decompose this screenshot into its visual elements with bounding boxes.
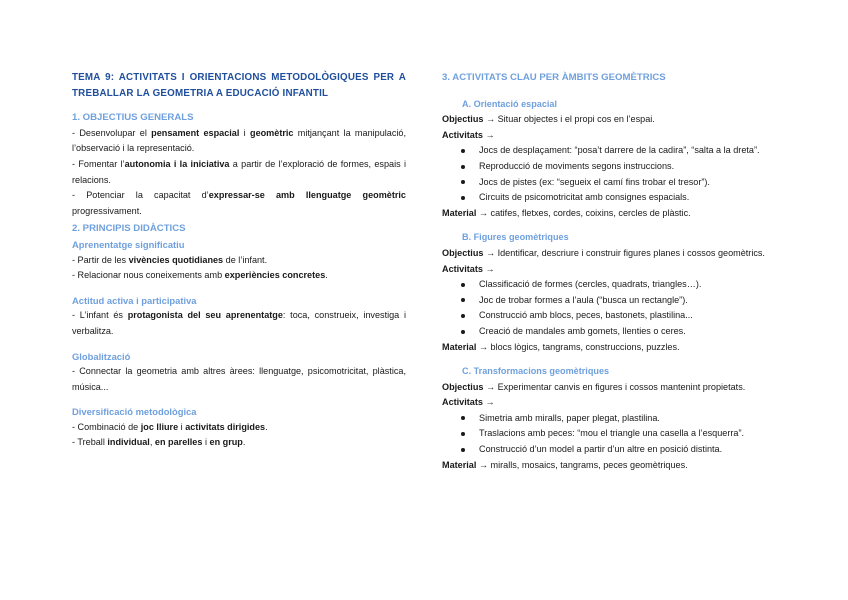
list-item: Creació de mandales amb gomets, llenties o ceres.: [442, 324, 776, 340]
list-item: Simetria amb miralls, paper plegat, plastilina.: [442, 411, 776, 427]
principi-aprenentatge-1: - Partir de les vivències quotidianes de l’infant.: [72, 254, 268, 265]
principi-aprenentatge-heading: Aprenentatge significatiu: [72, 238, 185, 250]
principi-diversificacio-2: - Treball individual, en parelles i en grup.: [72, 437, 246, 448]
subsection-b-list: [442, 277, 776, 339]
principi-globalitzacio-1: - Connectar la geometria amb altres àrees: llenguatge, psicomotricitat, plàstica, música...: [72, 366, 406, 392]
principi-diversificacio-heading: Diversificació metodològica: [72, 406, 197, 418]
principi-diversificacio-1: - Combinació de joc lliure i activitats dirigides.: [72, 421, 268, 432]
right-column: [442, 70, 776, 473]
list-item: Traslacions amb peces: “mou el triangle una casella a l’esquerra”.: [442, 426, 776, 442]
list-item: Circuits de psicomotricitat amb consignes espacials.: [442, 190, 776, 206]
subsection-a-heading: A. Orientació espacial: [462, 98, 558, 109]
list-item: Construcció d’un model a partir d’un altre en posició distinta.: [442, 442, 776, 458]
section-principis-heading: 2. PRINCIPIS DIDÀCTICS: [72, 223, 186, 235]
principi-actitud-1: - L’infant és protagonista del seu aprenentatge: toca, construeix, investiga i verbalitza.: [72, 310, 407, 336]
list-item: Jocs de pistes (ex: “segueix el camí fins trobar el tresor”).: [442, 175, 776, 191]
subsection-a-objectius: Objectius → Situar objectes i el propi cos en l’espai.: [442, 114, 655, 125]
list-item: Joc de trobar formes a l’aula (“busca un rectangle”).: [442, 293, 776, 309]
left-column: [72, 70, 406, 451]
subsection-a-material: Material → catifes, fletxes, cordes, coixins, cercles de plàstic.: [442, 207, 691, 218]
principi-globalitzacio-heading: Globalització: [72, 350, 131, 362]
objectiu-1: - Desenvolupar el pensament espacial i geomètric mitjançant la manipulació, l’observació i la representació.: [72, 127, 406, 154]
page-title: TEMA 9: ACTIVITATS I ORIENTACIONS METODOLÒGIQUES PER A TREBALLAR LA GEOMETRIA A EDUCACIÓ INFANTIL: [72, 72, 406, 99]
section-activitats-heading: 3. ACTIVITATS CLAU PER ÀMBITS GEOMÈTRICS: [442, 72, 666, 83]
subsection-a-list: [442, 143, 776, 205]
objectiu-2: - Fomentar l’autonomia i la iniciativa a partir de l’exploració de formes, espais i relacions.: [72, 158, 406, 185]
principi-actitud-heading: Actitud activa i participativa: [72, 294, 197, 306]
subsection-b-activitats-label: Activitats →: [442, 263, 495, 274]
subsection-c-objectius: Objectius → Experimentar canvis en figures i cossos mantenint propietats.: [442, 381, 746, 392]
subsection-c-list: [442, 411, 776, 458]
section-objectius-heading: 1. OBJECTIUS GENERALS: [72, 112, 194, 124]
objectiu-3: - Potenciar la capacitat d’expressar-se amb llenguatge geomètric progressivament.: [72, 190, 406, 216]
subsection-c-material: Material → miralls, mosaics, tangrams, peces geomètriques.: [442, 459, 688, 470]
subsection-b-objectius: Objectius → Identificar, descriure i construir figures planes i cossos geomètrics.: [442, 247, 765, 258]
subsection-c-heading: C. Transformacions geomètriques: [462, 366, 610, 377]
list-item: Construcció amb blocs, peces, bastonets, plastilina...: [442, 308, 776, 324]
list-item: Classificació de formes (cercles, quadrats, triangles…).: [442, 277, 776, 293]
list-item: Jocs de desplaçament: “posa’t darrere de la cadira”, “salta a la dreta”.: [442, 143, 776, 159]
principi-aprenentatge-2: - Relacionar nous coneixements amb experiències concretes.: [72, 270, 328, 281]
subsection-a-activitats-label: Activitats →: [442, 129, 495, 140]
subsection-b-heading: B. Figures geomètriques: [462, 232, 569, 243]
subsection-c-activitats-label: Activitats →: [442, 397, 495, 408]
list-item: Reproducció de moviments segons instruccions.: [442, 159, 776, 175]
subsection-b-material: Material → blocs lògics, tangrams, construccions, puzzles.: [442, 341, 680, 352]
